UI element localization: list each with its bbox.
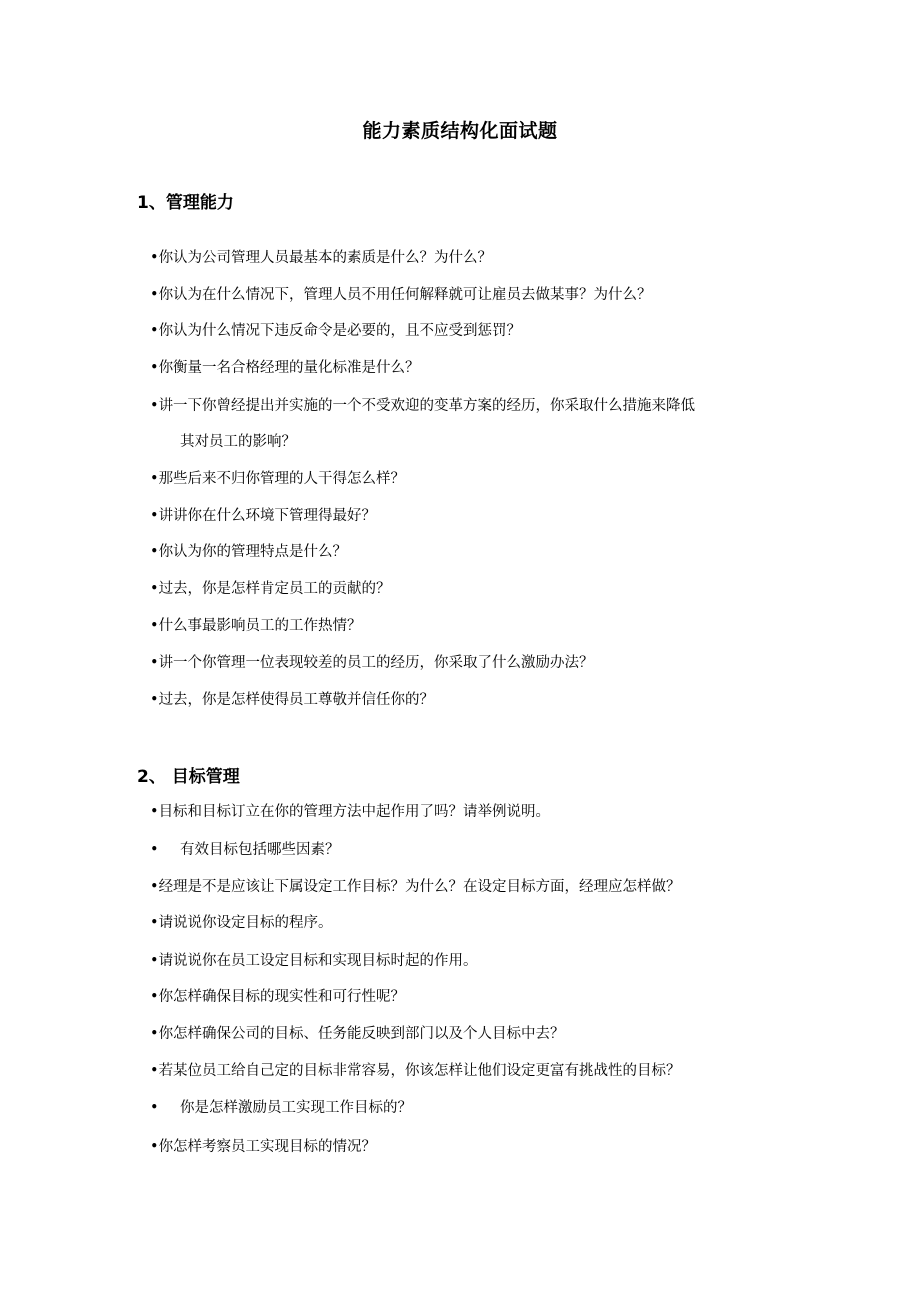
question-text: 讲一下你曾经提出并实施的一个不受欢迎的变革方案的经历，你采取什么措施来降低: [158, 398, 696, 414]
list-item: [150, 1137, 376, 1157]
question-text: 你认为在什么情况下，管理人员不用任何解释就可让雇员去做某事？为什么？: [158, 287, 652, 303]
list-item: [150, 802, 550, 822]
question-text: 请说说你在员工设定目标和实现目标时起的作用。: [158, 953, 478, 969]
question-text: 你是怎样激励员工实现工作目标的？: [180, 1100, 412, 1116]
bullet: •: [150, 1139, 159, 1155]
list-item: [150, 1061, 681, 1081]
list-item: [150, 840, 340, 860]
list-item: [150, 469, 405, 489]
question-text: 经理是不是应该让下属设定工作目标？为什么？在设定目标方面，经理应怎样做？: [158, 879, 681, 895]
question-text: 你认为什么情况下违反命令是必要的，且不应受到惩罚？: [158, 323, 522, 339]
list-item: [150, 877, 681, 897]
list-item: [150, 987, 405, 1007]
question-text: 你认为公司管理人员最基本的素质是什么？为什么？: [158, 250, 493, 266]
bullet: •: [150, 398, 159, 414]
list-item: [150, 1024, 565, 1044]
question-continuation: 其对员工的影响？: [180, 434, 296, 450]
bullet: •: [150, 1100, 159, 1116]
question-text: 请说说你设定目标的程序。: [158, 915, 333, 931]
list-item: [150, 1098, 412, 1118]
question-text: 有效目标包括哪些因素？: [180, 842, 340, 858]
question-text: 过去，你是怎样使得员工尊敬并信任你的？: [158, 692, 435, 708]
question-text: 若某位员工给自己定的目标非常容易，你该怎样让他们设定更富有挑战性的目标？: [158, 1063, 681, 1079]
section-heading-goal-management: 2、 目标管理: [137, 767, 240, 787]
bullet: •: [150, 287, 159, 303]
question-text: 讲讲你在什么环境下管理得最好？: [158, 508, 377, 524]
bullet: •: [150, 804, 159, 820]
bullet: •: [150, 1026, 159, 1042]
question-text: 你怎样确保目标的现实性和可行性呢？: [158, 989, 406, 1005]
bullet: •: [150, 879, 159, 895]
list-item: [150, 321, 521, 341]
bullet: •: [150, 655, 159, 671]
page-title: 能力素质结构化面试题: [362, 120, 558, 142]
bullet: •: [150, 581, 159, 597]
question-text: 你衡量一名合格经理的量化标准是什么？: [158, 360, 420, 376]
list-item: [150, 396, 695, 416]
question-text: 什么事最影响员工的工作热情？: [158, 618, 362, 634]
bullet: •: [150, 360, 159, 376]
list-item: [150, 358, 420, 378]
bullet: •: [150, 471, 159, 487]
bullet: •: [150, 915, 159, 931]
question-text: 你认为你的管理特点是什么？: [158, 544, 348, 560]
question-text: 过去，你是怎样肯定员工的贡献的？: [158, 581, 391, 597]
question-text: 那些后来不归你管理的人干得怎么样？: [158, 471, 406, 487]
question-text: 你怎样考察员工实现目标的情况？: [158, 1139, 377, 1155]
bullet: •: [150, 618, 159, 634]
question-text: 你怎样确保公司的目标、任务能反映到部门以及个人目标中去？: [158, 1026, 565, 1042]
list-item: [150, 248, 492, 268]
question-text: 目标和目标订立在你的管理方法中起作用了吗？请举例说明。: [158, 804, 551, 820]
list-item: [150, 285, 652, 305]
bullet: •: [150, 508, 159, 524]
list-item: [150, 542, 347, 562]
list-item: [150, 653, 594, 673]
bullet: •: [150, 989, 159, 1005]
question-text: 讲一个你管理一位表现较差的员工的经历，你采取了什么激励办法？: [158, 655, 594, 671]
bullet: •: [150, 1063, 159, 1079]
bullet: •: [150, 953, 159, 969]
list-item: [150, 579, 391, 599]
bullet: •: [150, 323, 159, 339]
bullet: •: [150, 692, 159, 708]
section-heading-management-ability: 1、管理能力: [137, 193, 234, 213]
list-item: [150, 616, 362, 636]
bullet: •: [150, 544, 159, 560]
list-item: [150, 951, 478, 971]
list-item: [150, 913, 333, 933]
bullet: •: [150, 250, 159, 266]
bullet: •: [150, 842, 159, 858]
list-item: [150, 690, 434, 710]
list-item: [150, 506, 376, 526]
